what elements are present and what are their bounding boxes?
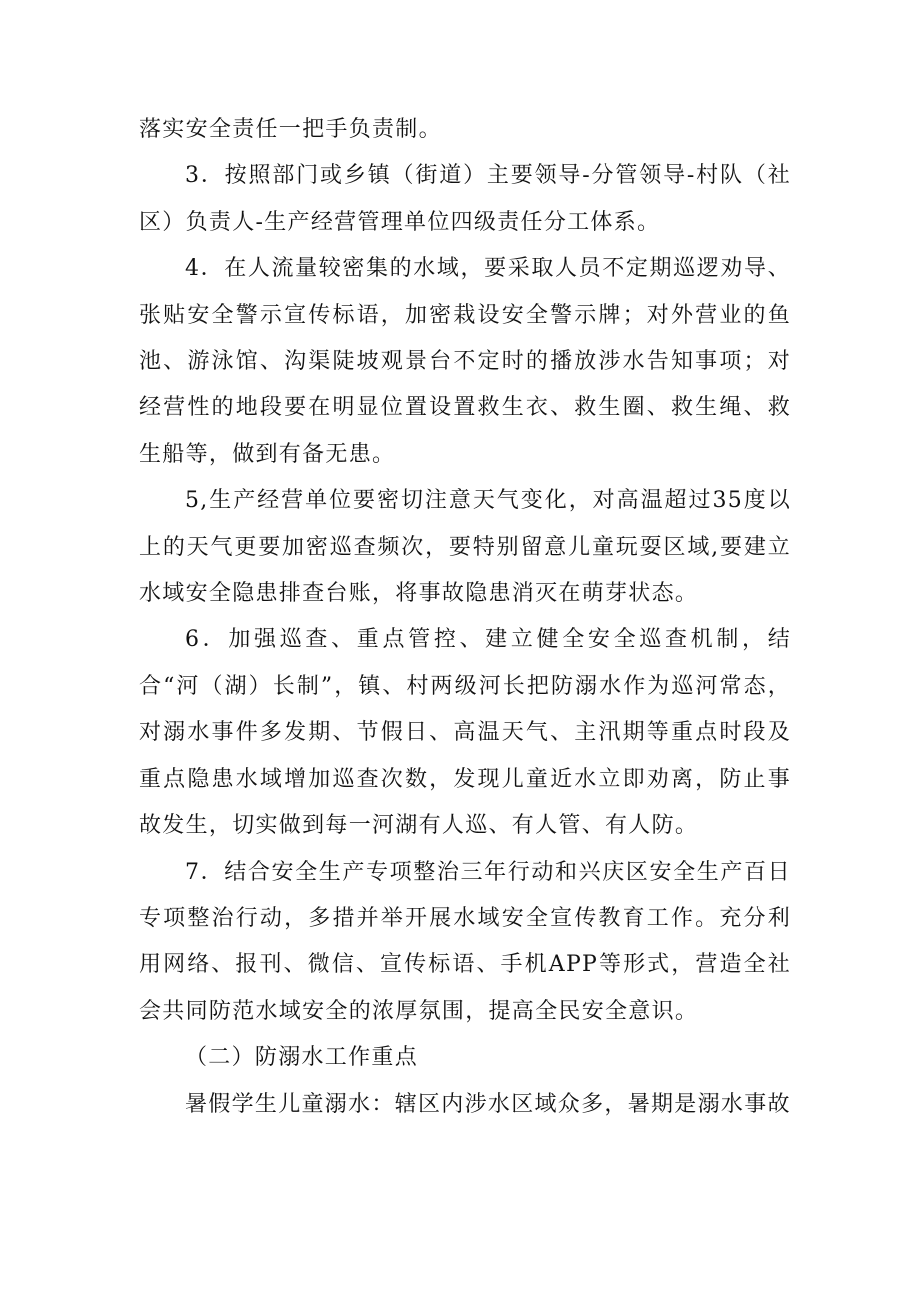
paragraph-item-3: 3．按照部门或乡镇（街道）主要领导-分管领导-村队（社区）负责人-生产经营管理单位四级责任分工体系。 — [139, 163, 791, 235]
section-heading: （二）防溺水工作重点 — [185, 1045, 419, 1071]
paragraph-item-7: 7．结合安全生产专项整治三年行动和兴庆区安全生产百日专项整治行动，多措并举开展水域安全宣传教育工作。充分利用网络、报刊、微信、宣传标语、手机APP等形式，营造全社会共同防范水域安全的浓厚氛围，提高全民安全意识。 — [139, 859, 791, 1024]
paragraph-summer-drowning: 暑假学生儿童溺水：辖区内涉水区域众多，暑期是溺水事故 — [185, 1091, 791, 1117]
paragraph-item-6: 6．加强巡查、重点管控、建立健全安全巡查机制，结合“河（湖）长制”，镇、村两级河长把防溺水作为巡河常态，对溺水事件多发期、节假日、高温天气、主汛期等重点时段及重点隐患水域增加巡查次数，发现儿童近水立即劝离，防止事故发生，切实做到每一河湖有人巡、有人管、有人防。 — [139, 627, 791, 839]
paragraph-item-4: 4．在人流量较密集的水域，要采取人员不定期巡逻劝导、张贴安全警示宣传标语，加密栽设安全警示牌；对外营业的鱼池、游泳馆、沟渠陡坡观景台不定时的播放涉水告知事项；对经营性的地段要在明显位置设置救生衣、救生圈、救生绳、救生船等，做到有备无患。 — [139, 256, 791, 467]
paragraph-responsibility-continuation: 落实安全责任一把手负责制。 — [139, 117, 442, 142]
document-page — [139, 107, 791, 1128]
paragraph-item-5: 5,生产经营单位要密切注意天气变化，对高温超过35度以上的天气更要加密巡查频次，要特别留意儿童玩耍区域,要建立水域安全隐患排查台账，将事故隐患消灭在萌芽状态。 — [139, 488, 791, 607]
